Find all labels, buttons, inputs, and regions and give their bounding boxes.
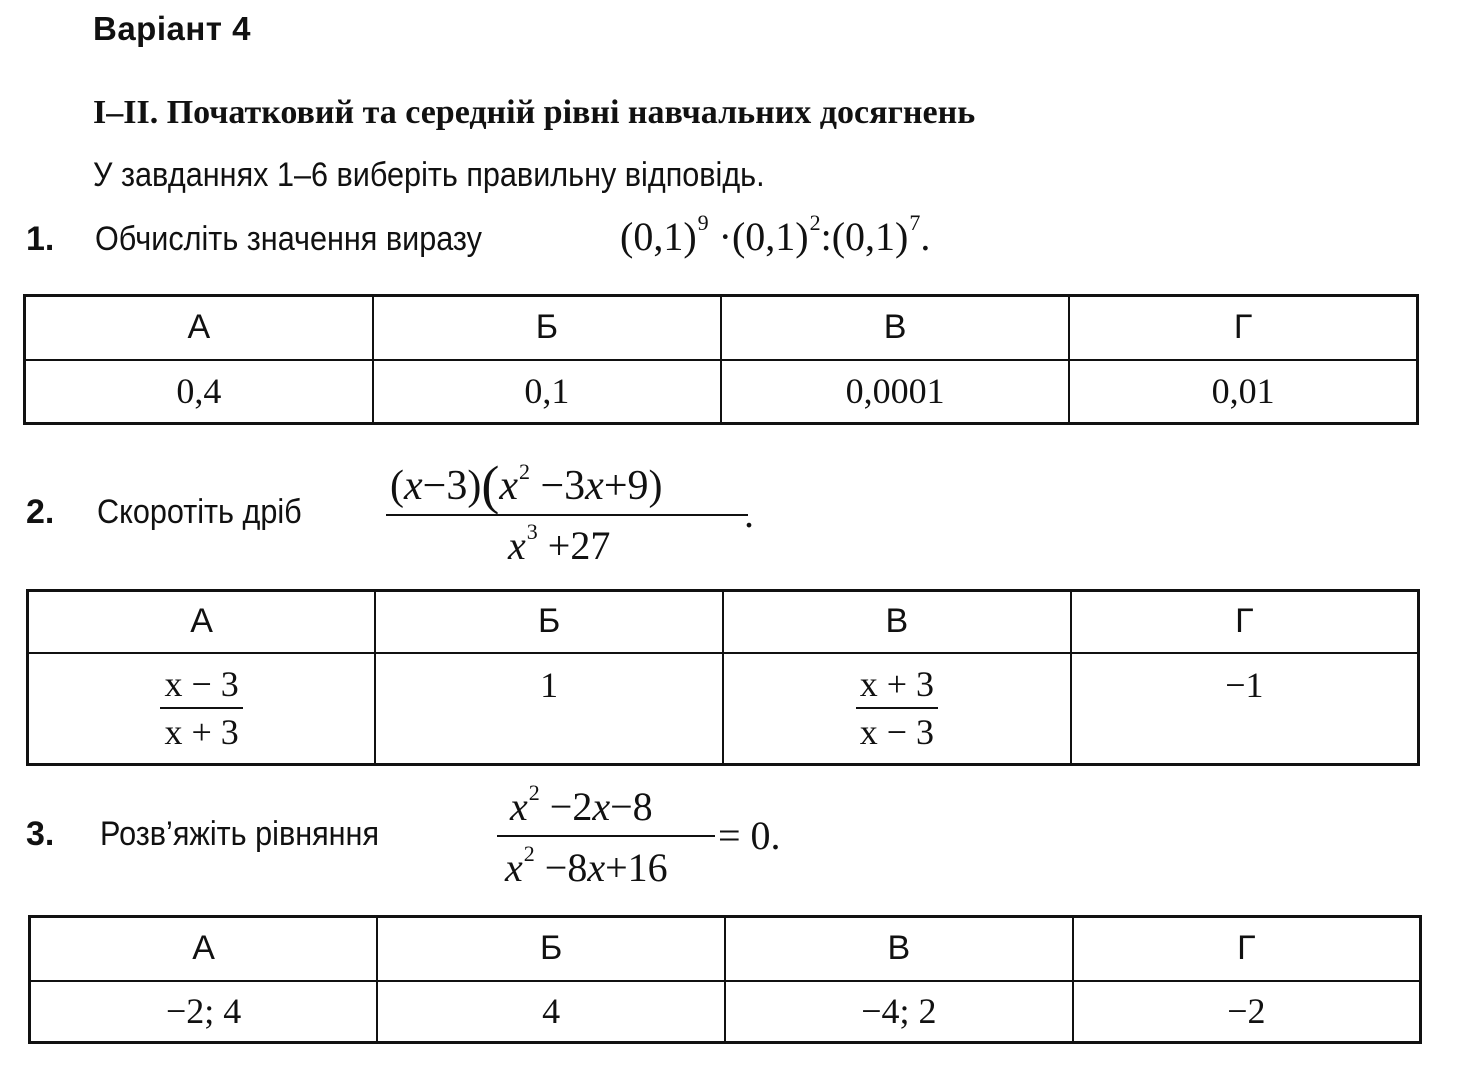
task-2-end: . — [744, 491, 754, 536]
option-a-header: А — [30, 917, 378, 981]
expr-end: . — [920, 214, 931, 259]
option-d-value: −2 — [1073, 981, 1421, 1043]
task-3-answer-table — [28, 915, 1422, 1044]
den-var-2: x — [587, 845, 606, 890]
den-var-1: x — [505, 845, 523, 890]
option-a-denominator: x + 3 — [164, 712, 239, 753]
expr-base-1: (0,1) — [620, 214, 697, 259]
option-d-header: Г — [1071, 591, 1419, 653]
option-c-value: −4; 2 — [725, 981, 1073, 1043]
task-2-denominator — [508, 519, 611, 569]
option-a-numerator: x − 3 — [160, 661, 242, 709]
num-term-2: −3 — [529, 463, 586, 509]
option-b-header: Б — [375, 591, 723, 653]
option-a-value: 0,4 — [25, 360, 373, 424]
option-c-numerator: x + 3 — [856, 661, 938, 709]
option-c-value: 0,0001 — [721, 360, 1069, 424]
option-c-header: В — [721, 296, 1069, 360]
task-2-fraction-bar — [386, 514, 748, 516]
num-var-3: x — [585, 463, 604, 509]
task-1-answer-table — [23, 294, 1419, 425]
task-3-denominator — [505, 841, 668, 891]
option-a-value: −2; 4 — [30, 981, 378, 1043]
option-b-value: 0,1 — [373, 360, 721, 424]
option-c-denominator: x − 3 — [859, 712, 935, 753]
task-2-answer-table — [26, 589, 1420, 766]
task-2-number: 2. — [26, 493, 55, 531]
num-term-1: −2 — [539, 784, 593, 829]
num-var-1: x — [404, 463, 423, 509]
option-a-fraction — [160, 661, 242, 755]
task-1-number: 1. — [26, 220, 55, 258]
task-3-rhs: = 0. — [718, 813, 781, 858]
den-var: x — [508, 523, 526, 568]
task-3-fraction-bar — [497, 835, 715, 837]
expr-exp-3: 7 — [909, 210, 921, 235]
task-1-text: Обчисліть значення виразу — [95, 220, 482, 258]
num-exp: 2 — [518, 459, 530, 484]
num-term-2: −8 — [610, 784, 653, 829]
option-b-header: Б — [373, 296, 721, 360]
option-a-value — [28, 653, 376, 765]
section-title: I–II. Початковий та середній рівні навчальних досягнень — [93, 94, 976, 131]
num-exp: 2 — [528, 780, 540, 805]
task-3-number: 3. — [26, 815, 55, 853]
option-c-fraction — [856, 661, 938, 755]
option-c-header: В — [723, 591, 1071, 653]
den-exp: 3 — [526, 519, 538, 544]
num-var-2: x — [499, 463, 518, 509]
expr-base-2: (0,1) — [731, 214, 809, 259]
option-b-header: Б — [377, 917, 725, 981]
num-paren-1: ( — [390, 463, 404, 509]
expr-exp-2: 2 — [809, 210, 821, 235]
option-a-header: А — [28, 591, 376, 653]
task-3-numerator — [510, 780, 653, 830]
expr-op-2: : — [820, 214, 832, 259]
expr-op-1: · — [718, 214, 732, 259]
option-d-value: 0,01 — [1069, 360, 1417, 424]
den-term-1: −8 — [534, 845, 588, 890]
option-a-header: А — [25, 296, 373, 360]
option-d-header: Г — [1069, 296, 1417, 360]
task-2-text: Скоротіть дріб — [97, 493, 302, 531]
num-term-3: +9) — [603, 463, 663, 509]
task-3-text: Розв’яжіть рівняння — [100, 815, 380, 853]
option-b-value: 1 — [375, 653, 723, 765]
num-big-paren: ( — [481, 455, 500, 515]
option-c-value — [723, 653, 1071, 765]
option-b-value: 4 — [377, 981, 725, 1043]
option-c-header: В — [725, 917, 1073, 981]
den-rest: +27 — [537, 523, 611, 568]
den-term-2: +16 — [605, 845, 668, 890]
option-d-header: Г — [1073, 917, 1421, 981]
task-2-numerator — [390, 450, 663, 515]
den-exp: 2 — [523, 841, 535, 866]
variant-title: Варіант 4 — [93, 10, 251, 47]
num-var-1: x — [510, 784, 528, 829]
expr-base-3: (0,1) — [831, 214, 909, 259]
instruction-text: У завданнях 1–6 виберіть правильну відповідь. — [93, 156, 765, 194]
expr-exp-1: 9 — [697, 210, 709, 235]
task-1-expression — [620, 210, 931, 260]
num-var-2: x — [592, 784, 611, 829]
num-term-1: −3) — [422, 463, 482, 509]
option-d-value: −1 — [1071, 653, 1419, 765]
